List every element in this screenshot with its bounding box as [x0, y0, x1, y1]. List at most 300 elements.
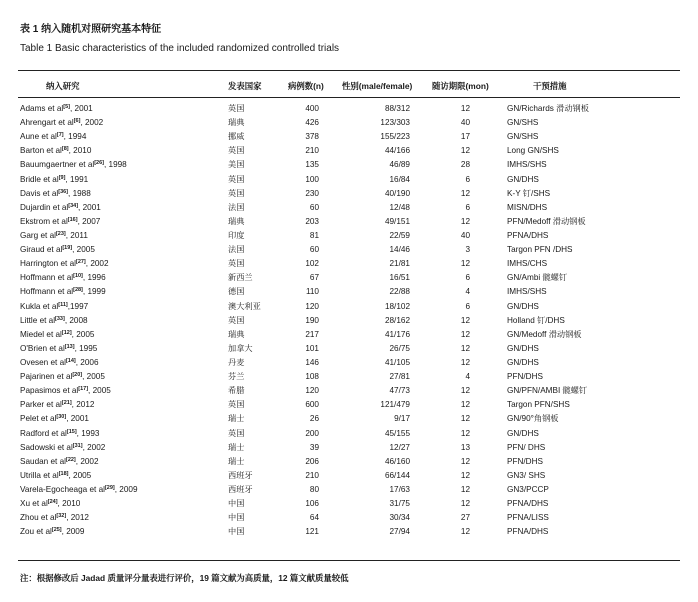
study-cell	[20, 470, 91, 482]
study-reference: [12]	[61, 329, 72, 336]
study-year: , 2008	[64, 315, 88, 325]
sex-cell: 22/59	[389, 230, 410, 240]
table-row	[0, 413, 698, 427]
sex-cell: 14/46	[389, 245, 410, 255]
followup-cell: 6	[465, 174, 470, 184]
study-year: , 2010	[68, 146, 92, 156]
cases-cell: 190	[305, 315, 319, 325]
study-reference: [18]	[58, 470, 69, 477]
table-footnote: 注：根据修改后 Jadad 质量评分量表进行评价，19 篇文献为高质量，12 篇文献质量较低	[20, 573, 349, 583]
study-reference: [28]	[73, 287, 83, 294]
sex-cell: 121/479	[380, 400, 410, 410]
sex-cell: 47/73	[389, 386, 410, 396]
followup-cell: 12	[460, 146, 470, 156]
table-row	[0, 357, 698, 371]
study-author: Pajarinen et al	[20, 372, 73, 382]
country-cell: 英国	[228, 259, 245, 269]
study-author: Pelet et al	[20, 414, 57, 424]
intervention-cell: PFN/Medoff 滑动钢板	[507, 216, 586, 226]
followup-cell: 12	[460, 329, 470, 339]
study-reference: [11]	[58, 301, 68, 308]
study-year: , 1996	[82, 273, 106, 283]
study-author: Hoffmann et al	[20, 273, 74, 283]
intervention-cell: PFNA/DHS	[507, 499, 549, 509]
table-row	[0, 385, 698, 399]
cases-cell: 100	[305, 174, 319, 184]
sex-cell: 17/63	[389, 484, 410, 494]
followup-cell: 6	[465, 273, 470, 283]
sex-cell: 45/155	[384, 428, 410, 438]
study-author: Parker et al	[20, 400, 62, 410]
study-reference: [22]	[65, 456, 76, 463]
table-row	[0, 371, 698, 385]
study-reference: [14]	[65, 357, 76, 364]
table-row	[0, 315, 698, 329]
study-author: Harrington et al	[20, 259, 76, 269]
study-cell	[20, 413, 89, 425]
sex-cell: 27/94	[389, 527, 410, 537]
table-row	[0, 272, 698, 286]
study-cell	[20, 385, 111, 397]
country-cell: 瑞典	[228, 329, 245, 339]
country-cell: 瑞典	[228, 118, 245, 128]
study-reference: [30]	[56, 414, 67, 421]
intervention-cell: IMHS/SHS	[507, 287, 547, 297]
followup-cell: 6	[465, 202, 470, 212]
followup-cell: 12	[460, 216, 470, 226]
table-row	[0, 343, 698, 357]
cases-cell: 378	[305, 132, 319, 142]
study-author: Ovesen et al	[20, 357, 66, 367]
header-followup: 随访期限(mon)	[432, 81, 489, 91]
followup-cell: 12	[460, 386, 470, 396]
study-cell	[20, 484, 138, 496]
study-cell	[20, 286, 106, 298]
followup-cell: 12	[460, 104, 470, 113]
study-year: , 1999	[82, 287, 106, 297]
table-row	[0, 188, 698, 202]
followup-cell: 3	[465, 245, 470, 255]
study-reference: [10]	[73, 273, 83, 280]
cases-cell: 600	[305, 400, 319, 410]
study-cell	[20, 399, 94, 411]
table-row	[0, 526, 698, 540]
study-author: Ahrengart et al	[20, 118, 74, 128]
intervention-cell: GN3/PCCP	[507, 484, 549, 494]
study-reference: [8]	[61, 146, 69, 153]
cases-cell: 110	[305, 287, 319, 297]
sex-cell: 27/81	[389, 372, 410, 382]
study-reference: [9]	[58, 174, 66, 181]
study-reference: [21]	[61, 400, 72, 407]
study-year: , 1991	[65, 174, 89, 184]
study-reference: [15]	[66, 428, 77, 435]
country-cell: 英国	[228, 188, 245, 198]
table-row	[0, 258, 698, 272]
study-author: Barton et al	[20, 146, 62, 156]
study-author: Aune et al	[20, 132, 57, 142]
followup-cell: 12	[460, 315, 470, 325]
country-cell: 澳大利亚	[228, 301, 261, 311]
study-cell	[20, 244, 95, 256]
cases-cell: 400	[305, 104, 319, 113]
table-row	[0, 286, 698, 300]
country-cell: 英国	[228, 104, 245, 113]
study-reference: [16]	[67, 216, 78, 223]
followup-cell: 12	[460, 400, 470, 410]
intervention-cell: GN3/ SHS	[507, 470, 546, 480]
cases-cell: 203	[305, 216, 319, 226]
study-reference: [26]	[94, 160, 104, 167]
intervention-cell: GN/90°角钢板	[507, 414, 559, 424]
sex-cell: 9/17	[394, 414, 410, 424]
study-author: Miedel et al	[20, 329, 62, 339]
study-reference: [20]	[72, 372, 83, 379]
study-author: Dujardin et al	[20, 202, 69, 212]
intervention-cell: GN/DHS	[507, 357, 539, 367]
table-row	[0, 117, 698, 131]
followup-cell: 12	[460, 414, 470, 424]
country-cell: 英国	[228, 174, 245, 184]
table-row	[0, 159, 698, 173]
study-cell	[20, 202, 101, 214]
intervention-cell: IMHS/SHS	[507, 160, 547, 170]
sex-cell: 16/84	[389, 174, 410, 184]
study-author: Giraud et al	[20, 245, 63, 255]
study-author: Papasimos et al	[20, 386, 79, 396]
study-author: Bridle et al	[20, 174, 59, 184]
country-cell: 瑞士	[228, 442, 245, 452]
sex-cell: 46/160	[384, 456, 410, 466]
cases-cell: 108	[305, 372, 319, 382]
country-cell: 西班牙	[228, 484, 253, 494]
study-year: , 2002	[75, 456, 99, 466]
study-cell	[20, 456, 99, 468]
followup-cell: 40	[460, 230, 470, 240]
country-cell: 法国	[228, 202, 245, 212]
study-author: Saudan et al	[20, 456, 66, 466]
cases-cell: 230	[305, 188, 319, 198]
study-author: Ekstrom et al	[20, 216, 68, 226]
study-reference: [19]	[62, 245, 73, 252]
cases-cell: 64	[309, 513, 319, 523]
study-year: , 2011	[65, 230, 88, 240]
study-cell	[20, 343, 97, 355]
cases-cell: 135	[305, 160, 319, 170]
study-author: Radford et al	[20, 428, 67, 438]
intervention-cell: GN/Richards 滑动钢板	[507, 104, 589, 113]
cases-cell: 39	[309, 442, 319, 452]
intervention-cell: K-Y 钉/SHS	[507, 188, 551, 198]
country-cell: 中国	[228, 527, 245, 537]
country-cell: 印度	[228, 230, 245, 240]
followup-cell: 12	[460, 188, 470, 198]
country-cell: 美国	[228, 160, 245, 170]
study-author: Utrilla et al	[20, 470, 59, 480]
study-author: Sadowski et al	[20, 442, 73, 452]
study-cell	[20, 315, 88, 327]
study-cell	[20, 131, 86, 143]
followup-cell: 17	[460, 132, 470, 142]
table-bottom-rule	[18, 560, 680, 561]
study-reference: [6]	[73, 118, 81, 125]
sex-cell: 21/81	[389, 259, 410, 269]
study-author: O'Brien et al	[20, 343, 65, 353]
study-reference: [5]	[63, 104, 70, 110]
country-cell: 希腊	[228, 386, 245, 396]
study-reference: [13]	[64, 343, 75, 350]
intervention-cell: PFN/DHS	[507, 456, 543, 466]
study-author: Kukla et al	[20, 301, 59, 311]
study-cell	[20, 103, 93, 115]
study-author: Zhou et al	[20, 513, 57, 523]
header-sex: 性别(male/female)	[342, 81, 413, 91]
study-year: , 2009	[114, 484, 138, 494]
cases-cell: 67	[309, 273, 319, 283]
study-cell	[20, 526, 84, 538]
cases-cell: 146	[305, 357, 319, 367]
intervention-cell: GN/DHS	[507, 174, 539, 184]
intervention-cell: GN/DHS	[507, 343, 539, 353]
study-year: , 2007	[77, 216, 101, 226]
followup-cell: 13	[460, 442, 470, 452]
country-cell: 丹麦	[228, 357, 245, 367]
study-author: Adams et al	[20, 104, 64, 113]
study-reference: [23]	[55, 230, 66, 237]
intervention-cell: PFN/ DHS	[507, 442, 546, 452]
table-row	[0, 131, 698, 145]
study-cell	[20, 258, 109, 270]
study-year: , 2002	[80, 118, 104, 128]
study-year: , 1995	[74, 343, 98, 353]
study-reference: [36]	[58, 188, 69, 195]
table-row	[0, 428, 698, 442]
study-reference: [34]	[68, 202, 79, 209]
table-title-en: Table 1 Basic characteristics of the included randomized controlled trials	[20, 43, 340, 54]
table-row	[0, 484, 698, 498]
intervention-cell: PFN/DHS	[507, 372, 543, 382]
study-cell	[20, 371, 105, 383]
cases-cell: 102	[305, 259, 319, 269]
study-year: , 2005	[88, 386, 111, 396]
table-row	[0, 174, 698, 188]
study-reference: [32]	[56, 513, 67, 520]
followup-cell: 12	[460, 357, 470, 367]
country-cell: 英国	[228, 428, 245, 438]
country-cell: 英国	[228, 400, 245, 410]
table-body	[0, 103, 698, 540]
study-author: Varela-Egocheaga et al	[20, 484, 105, 494]
cases-cell: 106	[305, 499, 319, 509]
cases-cell: 60	[309, 245, 319, 255]
header-country: 发表国家	[228, 81, 262, 91]
intervention-cell: PFNA/DHS	[507, 230, 549, 240]
intervention-cell: Targon PFN/SHS	[507, 400, 570, 410]
header-intervention: 干预措施	[533, 81, 567, 91]
followup-cell: 12	[460, 343, 470, 353]
cases-cell: 121	[305, 527, 319, 537]
study-cell	[20, 329, 94, 341]
country-cell: 挪威	[228, 132, 245, 142]
study-year: , 1993	[76, 428, 100, 438]
study-year: , 2009	[61, 527, 85, 537]
sex-cell: 88/312	[384, 104, 410, 113]
intervention-cell: GN/SHS	[507, 132, 539, 142]
country-cell: 西班牙	[228, 470, 253, 480]
intervention-cell: IMHS/CHS	[507, 259, 548, 269]
table-row	[0, 301, 698, 315]
followup-cell: 6	[465, 301, 470, 311]
cases-cell: 217	[305, 329, 319, 339]
followup-cell: 12	[460, 484, 470, 494]
followup-cell: 12	[460, 470, 470, 480]
study-cell	[20, 272, 106, 284]
study-author: Xu et al	[20, 499, 48, 509]
study-cell	[20, 428, 99, 440]
table-row	[0, 442, 698, 456]
study-reference: [17]	[78, 386, 89, 393]
followup-cell: 12	[460, 456, 470, 466]
table-top-rule	[18, 70, 680, 71]
cases-cell: 200	[305, 428, 319, 438]
intervention-cell: GN/PFN/AMBI 髋螺钉	[507, 386, 588, 396]
country-cell: 瑞士	[228, 414, 245, 424]
study-year: , 2005	[68, 470, 92, 480]
table-row	[0, 470, 698, 484]
study-year: , 2006	[75, 357, 99, 367]
country-cell: 英国	[228, 146, 245, 156]
cases-cell: 60	[309, 202, 319, 212]
sex-cell: 30/34	[389, 513, 410, 523]
sex-cell: 31/75	[389, 499, 410, 509]
study-cell	[20, 498, 80, 510]
sex-cell: 12/27	[389, 442, 410, 452]
table-header-row	[0, 80, 698, 94]
country-cell: 瑞典	[228, 216, 245, 226]
study-year: , 2012	[66, 513, 89, 523]
followup-cell: 28	[460, 160, 470, 170]
intervention-cell: GN/Ambi 髋螺钉	[507, 273, 568, 283]
study-author: Garg et al	[20, 230, 56, 240]
study-cell	[20, 230, 88, 242]
study-cell	[20, 188, 91, 200]
cases-cell: 80	[309, 484, 319, 494]
table-row	[0, 399, 698, 413]
intervention-cell: Holland 钉/DHS	[507, 315, 565, 325]
study-reference: [25]	[51, 527, 62, 534]
study-reference: [7]	[56, 132, 64, 139]
study-year: , 2002	[85, 259, 109, 269]
followup-cell: 12	[460, 428, 470, 438]
study-year: , 2001	[69, 104, 93, 113]
table-row	[0, 202, 698, 216]
study-year: , 1988	[68, 188, 91, 198]
followup-cell: 4	[465, 372, 470, 382]
followup-cell: 40	[460, 118, 470, 128]
sex-cell: 18/102	[384, 301, 410, 311]
followup-cell: 12	[460, 527, 470, 537]
study-author: Hoffmann et al	[20, 287, 74, 297]
study-cell	[20, 117, 103, 129]
sex-cell: 22/88	[389, 287, 410, 297]
country-cell: 英国	[228, 315, 245, 325]
table-row	[0, 329, 698, 343]
followup-cell: 12	[460, 259, 470, 269]
study-cell	[20, 301, 88, 313]
country-cell: 瑞士	[228, 456, 245, 466]
study-author: Bauumgaertner et al	[20, 160, 95, 170]
table-row	[0, 145, 698, 159]
country-cell: 芬兰	[228, 372, 245, 382]
table-row	[0, 244, 698, 258]
sex-cell: 66/144	[384, 470, 410, 480]
sex-cell: 49/151	[384, 216, 410, 226]
study-cell	[20, 174, 88, 186]
study-cell	[20, 357, 99, 369]
followup-cell: 27	[460, 513, 470, 523]
study-year: , 2010	[57, 499, 81, 509]
study-year: , 2005	[82, 372, 105, 382]
header-cases: 病例数(n)	[288, 81, 324, 91]
sex-cell: 41/176	[384, 329, 410, 339]
intervention-cell: Targon PFN /DHS	[507, 245, 573, 255]
country-cell: 法国	[228, 245, 245, 255]
country-cell: 新西兰	[228, 273, 253, 283]
sex-cell: 28/162	[384, 315, 410, 325]
country-cell: 中国	[228, 513, 245, 523]
sex-cell: 123/303	[380, 118, 410, 128]
study-cell	[20, 216, 100, 228]
table-row	[0, 456, 698, 470]
intervention-cell: PFNA/LISS	[507, 513, 549, 523]
followup-cell: 12	[460, 499, 470, 509]
sex-cell: 41/105	[384, 357, 410, 367]
study-author: Davis et al	[20, 188, 59, 198]
study-reference: [33]	[55, 315, 65, 322]
sex-cell: 26/75	[389, 343, 410, 353]
country-cell: 中国	[228, 499, 245, 509]
table-row	[0, 498, 698, 512]
study-reference: [31]	[72, 442, 83, 449]
sex-cell: 44/166	[384, 146, 410, 156]
study-reference: [27]	[75, 259, 86, 266]
sex-cell: 155/223	[380, 132, 410, 142]
study-author: Zou et al	[20, 527, 52, 537]
header-study: 纳入研究	[46, 81, 80, 91]
intervention-cell: PFNA/DHS	[507, 527, 549, 537]
table-title-cn: 表 1 纳入随机对照研究基本特征	[20, 24, 162, 35]
study-year: , 1998	[103, 160, 127, 170]
intervention-cell: GN/SHS	[507, 118, 539, 128]
sex-cell: 40/190	[384, 188, 410, 198]
table-header-rule	[18, 97, 680, 98]
table-row	[0, 216, 698, 230]
intervention-cell: GN/DHS	[507, 428, 539, 438]
study-cell	[20, 442, 105, 454]
study-year: , 2012	[71, 400, 95, 410]
cases-cell: 101	[305, 343, 319, 353]
cases-cell: 26	[309, 414, 319, 424]
study-reference: [24]	[47, 499, 58, 506]
cases-cell: 120	[305, 386, 319, 396]
study-year: , 2001	[78, 202, 101, 212]
sex-cell: 16/51	[389, 273, 410, 283]
study-year: , 2005	[72, 245, 95, 255]
country-cell: 加拿大	[228, 343, 253, 353]
study-year: , 2001	[66, 414, 89, 424]
table-row	[0, 103, 698, 117]
study-year: , 1994	[63, 132, 87, 142]
